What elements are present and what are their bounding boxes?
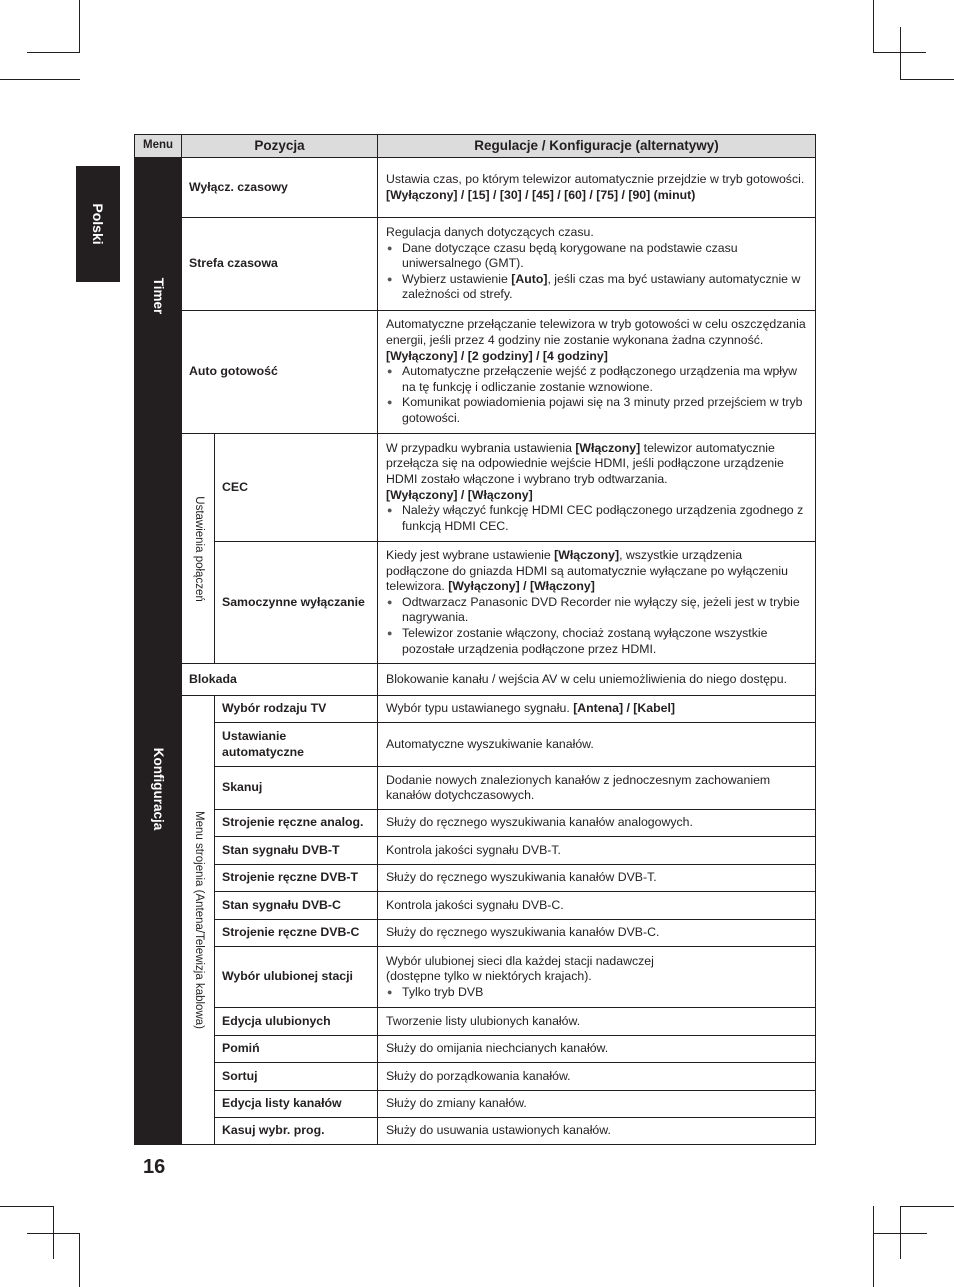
item-label: Stan sygnału DVB-T: [215, 837, 378, 865]
item-description: Służy do ręcznego wyszukiwania kanałów DVB-T.: [378, 865, 816, 892]
list-item: ● Dane dotyczące czasu będą korygowane na podstawie czasu uniwersalnego (GMT).: [386, 241, 807, 272]
header-menu: Menu: [135, 135, 182, 158]
table-row: [135, 767, 816, 810]
item-label: Wyłącz. czasowy: [182, 158, 378, 218]
table-row: [135, 542, 816, 664]
table-row: [135, 947, 816, 1008]
item-description: Automatyczne przełączanie telewizora w tryb gotowości w celu oszczędzania energii, jeśli przez 4 godziny nie zostanie wykonana żadna czynność. [Wyłączony] / [2 godziny] / [4 godziny] ● Automatyczne przełączenie wejść z podłączonego urządzenia ma wpływ na tę funkcję i odliczanie zostanie wznowione. ● Komunikat powiadomienia pojawi się na 3 minuty przed przejściem w tryb gotowości.: [378, 311, 816, 434]
table-row: [135, 218, 816, 311]
crop-mark: [0, 1206, 54, 1207]
crop-mark: [27, 1233, 80, 1234]
list-item: ● Telewizor zostanie włączony, chociaż zostaną wyłączone wszystkie pozostałe urządzenia podłączone przez HDMI.: [386, 626, 807, 657]
item-description: Służy do usuwania ustawionych kanałów.: [378, 1118, 816, 1145]
item-label: Edycja listy kanałów: [215, 1091, 378, 1118]
item-description: Dodanie nowych znalezionych kanałów z jednoczesnym zachowaniem kanałów dotychczasowych.: [378, 767, 816, 810]
item-description: Służy do omijania niechcianych kanałów.: [378, 1036, 816, 1063]
list-item: ● Wybierz ustawienie [Auto], jeśli czas ma być ustawiany automatycznie w zależności od strefy.: [386, 272, 807, 303]
table-row: [135, 434, 816, 542]
item-label: CEC: [215, 434, 378, 542]
item-description: Służy do ręcznego wyszukiwania kanałów DVB-C.: [378, 920, 816, 947]
item-description: Automatyczne wyszukiwanie kanałów.: [378, 723, 816, 767]
item-label: Strojenie ręczne DVB-T: [215, 865, 378, 892]
item-description: Służy do porządkowania kanałów.: [378, 1063, 816, 1091]
table-row: [135, 1036, 816, 1063]
list-item: ● Tylko tryb DVB: [386, 985, 807, 1001]
subgroup-connection: [182, 434, 215, 664]
language-tab-label: Polski: [90, 203, 106, 245]
menu-group-label: Konfiguracja: [150, 747, 166, 831]
menu-group-config: [135, 434, 182, 1145]
subgroup-label: Menu strojenia (Antena/Telewizja kablowa): [192, 811, 205, 1030]
item-label: Wybór ulubionej stacji: [215, 947, 378, 1008]
menu-group-timer: [135, 158, 182, 434]
item-label: Stan sygnału DVB-C: [215, 892, 378, 920]
table-row: [135, 837, 816, 865]
item-label: Strefa czasowa: [182, 218, 378, 311]
table-row: [135, 1091, 816, 1118]
item-description: Wybór ulubionej sieci dla każdej stacji nadawczej (dostępne tylko w niektórych krajach). ● Tylko tryb DVB: [378, 947, 816, 1008]
item-description: Kontrola jakości sygnału DVB-C.: [378, 892, 816, 920]
header-item: Pozycja: [182, 135, 378, 158]
crop-mark: [79, 1233, 80, 1287]
language-tab: [76, 166, 120, 282]
crop-mark: [873, 1206, 874, 1287]
crop-mark: [79, 0, 80, 53]
table-row: [135, 311, 816, 434]
crop-mark: [900, 79, 954, 80]
item-label: Strojenie ręczne analog.: [215, 810, 378, 837]
table-row: [135, 696, 816, 723]
item-label: Pomiń: [215, 1036, 378, 1063]
item-description: Kontrola jakości sygnału DVB-T.: [378, 837, 816, 865]
item-description: Ustawia czas, po którym telewizor automatycznie przejdzie w tryb gotowości. [Wyłączony] / [15] / [30] / [45] / [60] / [75] / [90] (minut): [378, 158, 816, 218]
table-header-row: [135, 135, 816, 158]
item-label: Strojenie ręczne DVB-C: [215, 920, 378, 947]
item-description: Wybór typu ustawianego sygnału. [Antena] / [Kabel]: [378, 696, 816, 723]
table-row: [135, 810, 816, 837]
subgroup-label: Ustawienia połączeń: [192, 495, 205, 602]
table-row: [135, 1008, 816, 1036]
crop-mark: [900, 27, 901, 80]
table-row: [135, 892, 816, 920]
crop-mark: [900, 1206, 901, 1259]
header-settings: Regulacje / Konfiguracje (alternatywy): [378, 135, 816, 158]
item-label: Edycja ulubionych: [215, 1008, 378, 1036]
item-description: Regulacja danych dotyczących czasu. ● Dane dotyczące czasu będą korygowane na podstawie czasu uniwersalnego (GMT). ● Wybierz ustawienie [Auto], jeśli czas ma być ustawiany automatycznie w zależności od strefy.: [378, 218, 816, 311]
item-description: Tworzenie listy ulubionych kanałów.: [378, 1008, 816, 1036]
item-description: Służy do zmiany kanałów.: [378, 1091, 816, 1118]
list-item: ● Należy włączyć funkcję HDMI CEC podłączonego urządzenia zgodnego z funkcją HDMI CEC.: [386, 503, 807, 534]
crop-mark: [0, 79, 80, 80]
table-row: [135, 664, 816, 696]
item-description: Kiedy jest wybrane ustawienie [Włączony], wszystkie urządzenia podłączone do gniazda HDMI są automatycznie wyłączane po wyłączeniu telewizora. [Wyłączony] / [Włączony] ● Odtwarzacz Panasonic DVD Recorder nie wyłączy się, jeżeli jest w trybie nagrywania. ● Telewizor zostanie włączony, chociaż zostaną wyłączone wszystkie pozostałe urządzenia podłączone przez HDMI.: [378, 542, 816, 664]
list-item: ● Automatyczne przełączenie wejść z podłączonego urządzenia ma wpływ na tę funkcję i odliczanie zostanie wznowione.: [386, 364, 807, 395]
table-row: [135, 723, 816, 767]
item-label: Ustawianie automatyczne: [215, 723, 378, 767]
table-row: [135, 1063, 816, 1091]
table-row: [135, 865, 816, 892]
page-number: 16: [143, 1156, 166, 1178]
table-row: [135, 158, 816, 218]
list-item: ● Komunikat powiadomienia pojawi się na 3 minuty przed przejściem w tryb gotowości.: [386, 395, 807, 426]
item-label: Blokada: [182, 664, 378, 696]
item-label: Skanuj: [215, 767, 378, 810]
item-description: W przypadku wybrania ustawienia [Włączony] telewizor automatycznie przełącza się na odpowiednie wejście HDMI, jeśli podłączone urządzenie HDMI zostało włączone i wybrano tryb odtwarzania. [Wyłączony] / [Włączony] ● Należy włączyć funkcję HDMI CEC podłączonego urządzenia zgodnego z funkcją HDMI CEC.: [378, 434, 816, 542]
subgroup-tuning: [182, 696, 215, 1145]
list-item: ● Odtwarzacz Panasonic DVD Recorder nie wyłączy się, jeżeli jest w trybie nagrywania.: [386, 595, 807, 626]
item-label: Samoczynne wyłączanie: [215, 542, 378, 664]
crop-mark: [900, 1206, 954, 1207]
item-label: Auto gotowość: [182, 311, 378, 434]
item-label: Kasuj wybr. prog.: [215, 1118, 378, 1145]
item-label: Wybór rodzaju TV: [215, 696, 378, 723]
table-row: [135, 1118, 816, 1145]
item-description: Służy do ręcznego wyszukiwania kanałów analogowych.: [378, 810, 816, 837]
menu-group-label: Timer: [150, 277, 166, 314]
crop-mark: [27, 52, 80, 53]
item-description: Blokowanie kanału / wejścia AV w celu uniemożliwienia do niego dostępu.: [378, 664, 816, 696]
item-label: Sortuj: [215, 1063, 378, 1091]
settings-table: [134, 134, 816, 1145]
crop-mark: [873, 0, 874, 53]
table-row: [135, 920, 816, 947]
